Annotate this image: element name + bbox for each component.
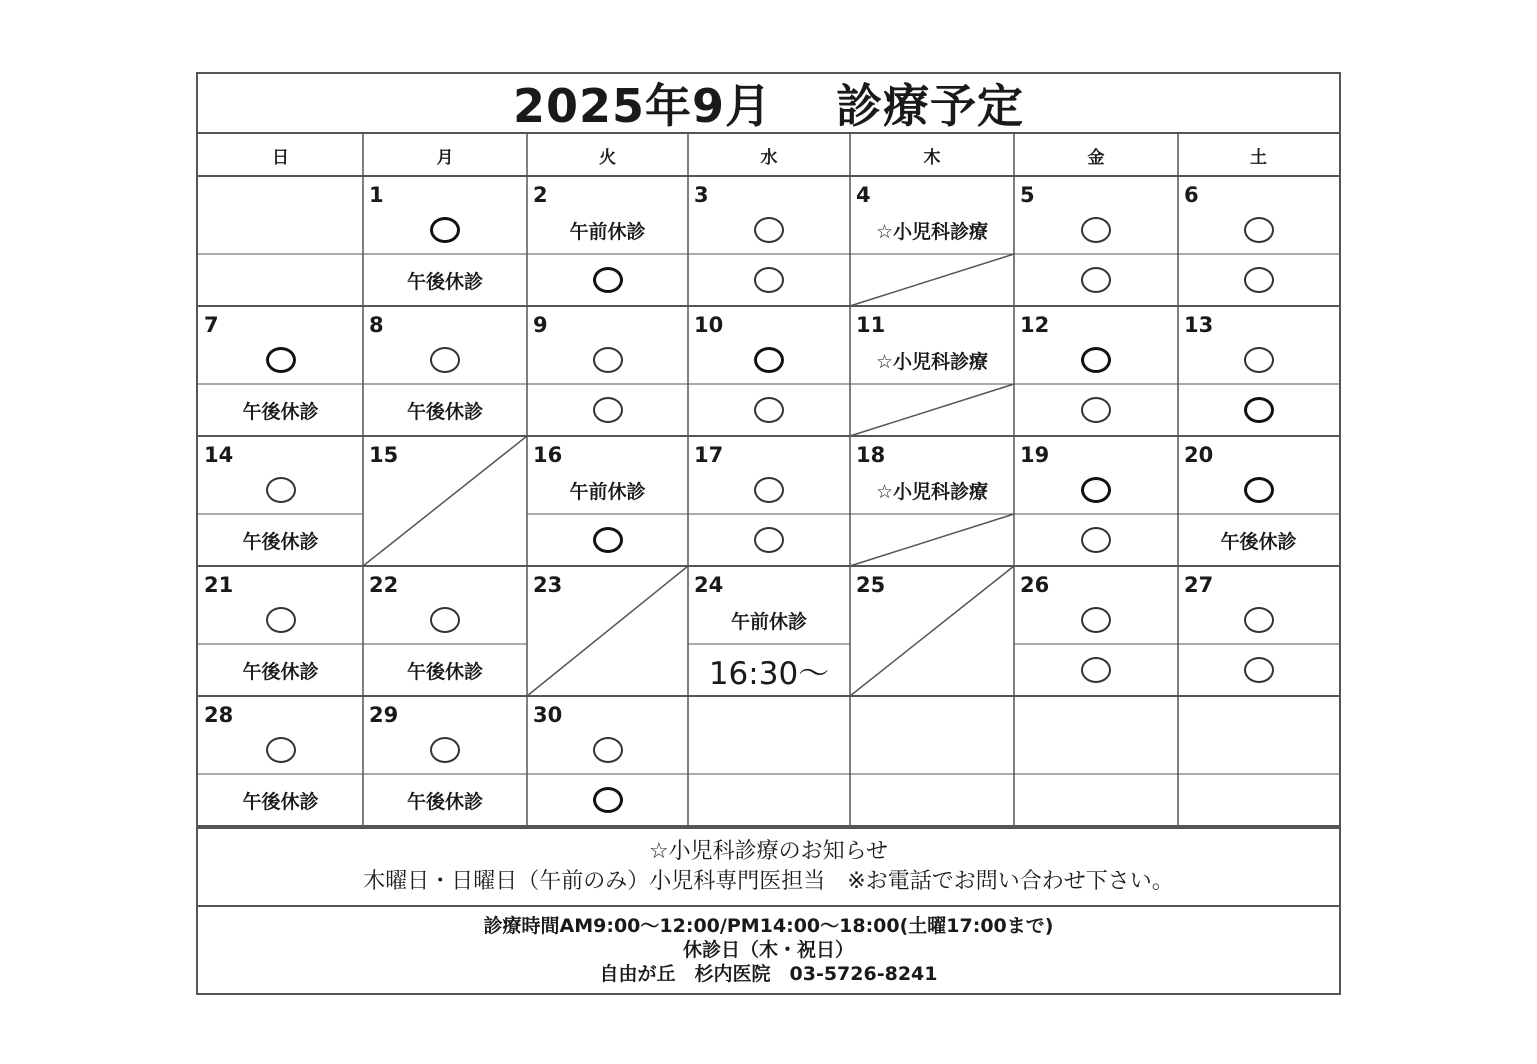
calendar-grid — [198, 134, 1339, 827]
no-afternoon-slash — [850, 254, 1014, 306]
schedule-sheet — [196, 72, 1341, 995]
morning-status: 午前休診 — [730, 610, 807, 633]
no-afternoon-slash — [850, 514, 1014, 566]
morning-status: ☆小児科診療 — [875, 220, 989, 243]
day-number: 27 — [1184, 573, 1214, 597]
day-number: 8 — [369, 313, 384, 337]
weekday-header: 木 — [923, 147, 941, 168]
weekday-header: 水 — [760, 147, 778, 168]
afternoon-open-mark — [1244, 657, 1274, 683]
afternoon-open-mark — [593, 397, 623, 423]
clinic-contact: 自由が丘 杉内医院 03-5726-8241 — [599, 963, 938, 985]
morning-open-mark — [754, 217, 784, 243]
pediatrics-notice — [198, 827, 1339, 907]
afternoon-open-mark — [754, 397, 784, 423]
afternoon-open-mark — [593, 527, 623, 553]
morning-open-mark — [430, 607, 460, 633]
day-number: 16 — [533, 443, 563, 467]
day-number: 3 — [694, 183, 709, 207]
morning-open-mark — [1244, 217, 1274, 243]
day-number: 20 — [1184, 443, 1214, 467]
clinic-hours: 診療時間AM9:00～12:00/PM14:00～18:00(土曜17:00まで) — [483, 915, 1054, 937]
morning-open-mark — [593, 347, 623, 373]
day-number: 15 — [369, 443, 399, 467]
afternoon-open-mark — [1081, 267, 1111, 293]
day-number: 2 — [533, 183, 548, 207]
morning-open-mark — [1244, 477, 1274, 503]
day-number: 24 — [694, 573, 724, 597]
day-number: 7 — [204, 313, 219, 337]
day-number: 12 — [1020, 313, 1050, 337]
day-number: 13 — [1184, 313, 1214, 337]
weekday-header: 土 — [1250, 147, 1267, 168]
day-number: 28 — [204, 703, 234, 727]
day-number: 25 — [856, 573, 886, 597]
morning-status: ☆小児科診療 — [875, 480, 989, 503]
day-number: 14 — [204, 443, 234, 467]
morning-open-mark — [754, 347, 784, 373]
weekday-header: 金 — [1087, 147, 1105, 168]
afternoon-status: 午後休診 — [242, 660, 319, 683]
morning-open-mark — [1244, 347, 1274, 373]
day-number: 17 — [694, 443, 724, 467]
morning-status: ☆小児科診療 — [875, 350, 989, 373]
day-number: 22 — [369, 573, 399, 597]
day-number: 9 — [533, 313, 548, 337]
afternoon-status: 16:30～ — [708, 655, 830, 692]
day-number: 19 — [1020, 443, 1050, 467]
weekday-header: 火 — [599, 147, 616, 168]
day-number: 18 — [856, 443, 886, 467]
afternoon-status: 午後休診 — [242, 400, 319, 423]
morning-open-mark — [430, 217, 460, 243]
afternoon-status: 午後休診 — [406, 790, 483, 813]
afternoon-open-mark — [1081, 527, 1111, 553]
afternoon-status: 午後休診 — [406, 660, 483, 683]
afternoon-open-mark — [593, 787, 623, 813]
morning-open-mark — [1244, 607, 1274, 633]
morning-open-mark — [430, 347, 460, 373]
afternoon-status: 午後休診 — [406, 400, 483, 423]
notice-body: 木曜日・日曜日（午前のみ）小児科専門医担当 ※お電話でお問い合わせ下さい。 — [363, 869, 1174, 894]
morning-open-mark — [266, 347, 296, 373]
day-number: 11 — [856, 313, 886, 337]
morning-status: 午前休診 — [569, 220, 646, 243]
day-number: 1 — [369, 183, 384, 207]
afternoon-status: 午後休診 — [242, 530, 319, 553]
weekday-header: 月 — [436, 147, 454, 168]
afternoon-open-mark — [1081, 657, 1111, 683]
day-number: 26 — [1020, 573, 1050, 597]
morning-open-mark — [266, 737, 296, 763]
afternoon-open-mark — [754, 267, 784, 293]
day-number: 10 — [694, 313, 724, 337]
afternoon-open-mark — [1244, 397, 1274, 423]
morning-open-mark — [266, 607, 296, 633]
morning-open-mark — [266, 477, 296, 503]
day-number: 23 — [533, 573, 563, 597]
morning-open-mark — [1081, 217, 1111, 243]
morning-open-mark — [430, 737, 460, 763]
page-title — [198, 74, 1339, 134]
afternoon-open-mark — [1244, 267, 1274, 293]
morning-open-mark — [1081, 477, 1111, 503]
day-number: 6 — [1184, 183, 1199, 207]
day-number: 5 — [1020, 183, 1035, 207]
title-month: 2025年9月 — [512, 79, 773, 133]
afternoon-open-mark — [1081, 397, 1111, 423]
afternoon-status: 午後休診 — [406, 270, 483, 293]
no-afternoon-slash — [850, 384, 1014, 436]
day-number: 21 — [204, 573, 234, 597]
weekday-header: 日 — [272, 147, 289, 168]
day-number: 29 — [369, 703, 399, 727]
afternoon-status: 午後休診 — [1220, 530, 1297, 553]
notice-heading: ☆小児科診療のお知らせ — [648, 839, 889, 864]
morning-open-mark — [593, 737, 623, 763]
morning-open-mark — [1081, 607, 1111, 633]
afternoon-open-mark — [593, 267, 623, 293]
title-label: 診療予定 — [836, 79, 1025, 133]
day-number: 4 — [856, 183, 871, 207]
morning-status: 午前休診 — [569, 480, 646, 503]
day-number: 30 — [533, 703, 563, 727]
morning-open-mark — [1081, 347, 1111, 373]
clinic-footer — [198, 907, 1339, 993]
afternoon-open-mark — [754, 527, 784, 553]
afternoon-status: 午後休診 — [242, 790, 319, 813]
clinic-holidays: 休診日（木・祝日） — [682, 939, 854, 961]
morning-open-mark — [754, 477, 784, 503]
